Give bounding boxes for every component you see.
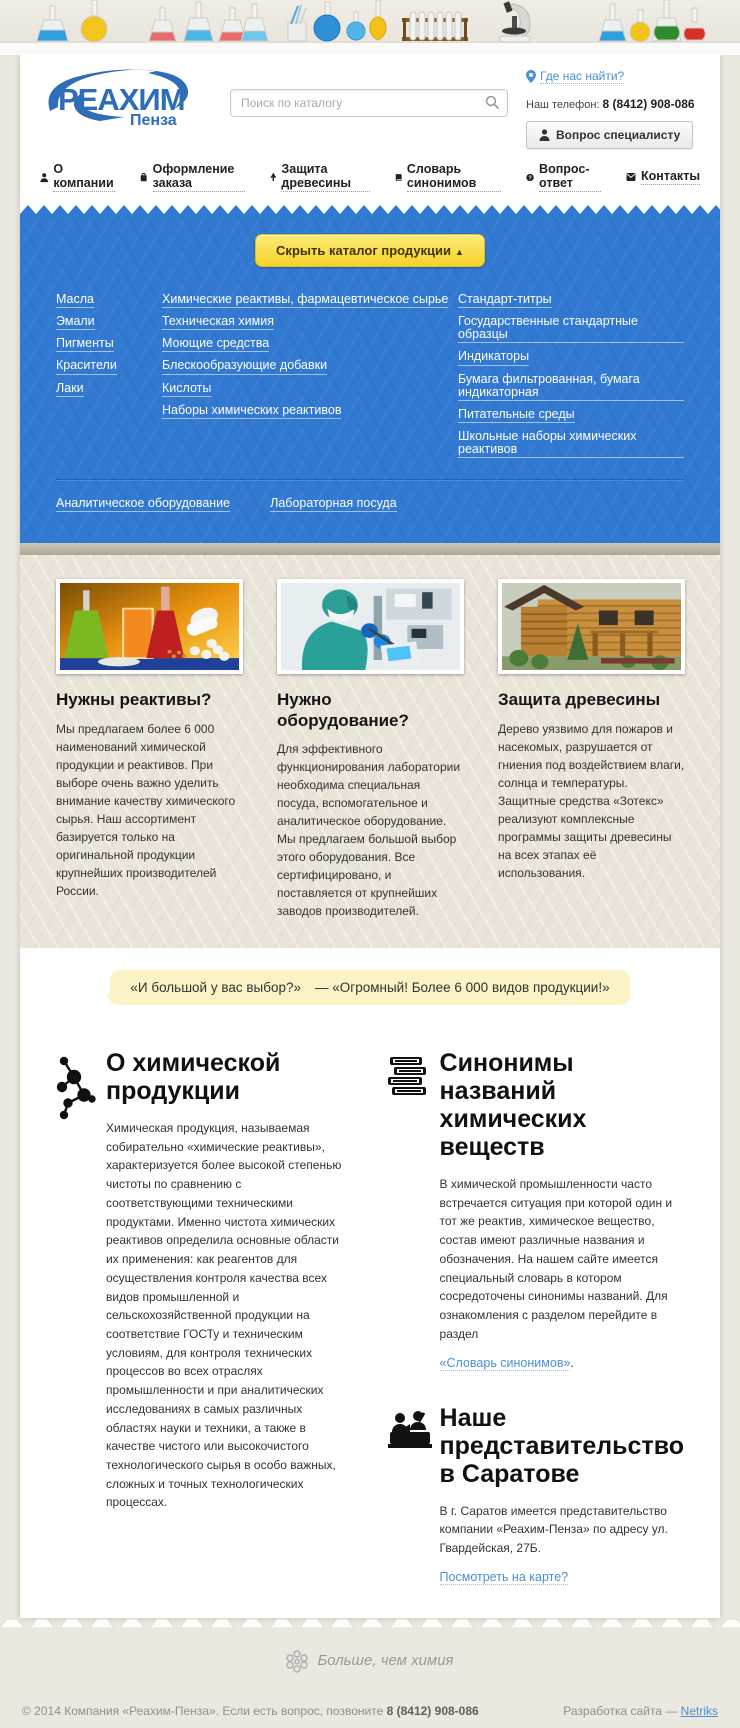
search-icon[interactable] xyxy=(485,95,500,115)
catalog-link[interactable]: Лаки xyxy=(56,382,84,397)
panel-top-edge xyxy=(20,543,720,555)
catalog-link[interactable]: Школьные наборы химических реактивов xyxy=(458,430,684,458)
promo-title: Нужны реактивы? xyxy=(56,690,212,710)
promo-title: Нужно оборудование? xyxy=(277,690,409,730)
footer-phone: 8 (8412) 908-086 xyxy=(386,1703,479,1718)
info-column-left xyxy=(56,1049,348,1584)
find-us-link[interactable]: Где нас найти? xyxy=(526,69,624,84)
article-saratov xyxy=(390,1404,684,1584)
catalog-link[interactable]: Индикаторы xyxy=(458,350,529,365)
nav-item-contacts[interactable]: Контакты xyxy=(626,162,700,192)
catalog-divider xyxy=(56,479,684,480)
map-pin-icon xyxy=(526,70,536,83)
logo-city: Пенза xyxy=(130,112,177,129)
catalog-link[interactable]: Наборы химических реактивов xyxy=(162,404,341,419)
molecule-flower-icon xyxy=(286,1649,308,1673)
person-icon xyxy=(40,172,48,183)
footer-bar xyxy=(0,1690,740,1728)
catalog-link-analytical-equipment[interactable]: Аналитическое оборудование xyxy=(56,497,230,512)
article-text: Химическая продукция, называемая собирательно «химические реактивы», характеризуется более высокой степенью чистоты по сравнению с соответствующими техническими продуктами. Именно чистота химических реактивов определила основные области их применения: как реагентов для осуществления контроля качества всех видов промышленной и сельскохозяйственной продукции на соответствие ГОСТу и техническим условиям, для контроля технических процессов во всех отраслях промышленности и при аналитических исследованиях в самых различных областях науки и техники, а также в качестве чистого или высокочистого технологического сырья в особо важных, сложных и точных технологических процессах. xyxy=(106,1121,342,1510)
catalog-link[interactable]: Питательные среды xyxy=(458,408,575,423)
catalog-link-lab-glassware[interactable]: Лабораторная посуда xyxy=(270,497,397,512)
promo-panel xyxy=(20,555,720,948)
article-text: В г. Саратов имеется представительство компании «Реахим-Пенза» по адресу ул. Гвардейская, 27Б. xyxy=(439,1503,668,1555)
article-synonyms xyxy=(390,1049,684,1369)
chevron-up-icon: ▲ xyxy=(455,247,464,257)
book-icon xyxy=(395,172,402,183)
info-column-right xyxy=(390,1049,684,1584)
slogan-text: Больше, чем химия xyxy=(317,1652,454,1670)
promo-card-wood xyxy=(498,579,685,920)
phone-label: Наш телефон: xyxy=(526,99,600,111)
nav-item-company[interactable]: О компании xyxy=(40,162,115,192)
quote-row xyxy=(20,948,720,1031)
article-title: Синонимы названий химических веществ xyxy=(439,1049,587,1162)
quote-question: «И большой у вас выбор?» xyxy=(130,980,302,996)
article-title: Наше представительство в Саратове xyxy=(439,1403,685,1488)
reagents-flasks-photo[interactable] xyxy=(56,579,243,674)
catalog-link[interactable]: Кислоты xyxy=(162,382,211,397)
catalog-link[interactable]: Моющие средства xyxy=(162,337,269,352)
svg-text:?: ? xyxy=(528,174,532,181)
catalog-section xyxy=(20,214,720,543)
catalog-link[interactable]: Стандарт-титры xyxy=(458,293,552,308)
article-about-products xyxy=(56,1049,348,1512)
books-stack-icon xyxy=(388,1055,428,1104)
synonyms-link-line xyxy=(440,1356,684,1370)
info-section xyxy=(20,1031,720,1618)
representatives-desk-icon xyxy=(388,1410,432,1455)
promo-text: Дерево уязвимо для пожаров и насекомых, разрушается от гниения под воздействием влаги, солнца и температуры. Защитные средства «Зотекс» реализуют комплексные программы защиты древесины на всех этапах её использования. xyxy=(498,721,685,880)
catalog-link[interactable]: Государственные стандартные образцы xyxy=(458,315,684,343)
phone-line xyxy=(526,97,704,111)
quote-answer: — «Огромный! Более 6 000 видов продукции!» xyxy=(315,980,610,996)
logo-text: РЕАХИМ xyxy=(58,82,185,117)
lab-glassware-banner xyxy=(0,0,740,55)
header-contacts xyxy=(526,65,704,149)
catalog-link[interactable]: Пигменты xyxy=(56,337,114,352)
catalog-link[interactable]: Техническая химия xyxy=(162,315,274,330)
article-text: В химической промышленности часто встречается ситуация при которой один и тот же реактив, химическое вещество, состав имеют различные названия и обозначения. На нашем сайте имеется специальный словарь в котором сосредоточены синонимы названий. Для ознакомления с разделом перейдите в раздел xyxy=(439,1177,673,1341)
nav-item-order[interactable]: Оформление заказа xyxy=(140,162,245,192)
mail-icon xyxy=(626,172,636,182)
site-header xyxy=(20,55,720,153)
molecule-icon xyxy=(54,1055,96,1126)
catalog-search xyxy=(230,89,508,149)
promo-title: Защита древесины xyxy=(498,690,661,710)
developer-credit: Разработка сайта — Netriks xyxy=(563,1703,718,1718)
view-on-map-link[interactable]: Посмотреть на карте? xyxy=(439,1569,569,1584)
catalog-link[interactable]: Масла xyxy=(56,293,94,308)
nav-item-wood[interactable]: Защита древесины xyxy=(270,162,370,192)
wave-divider xyxy=(0,1616,740,1629)
search-input[interactable] xyxy=(230,89,508,117)
developer-link[interactable]: Netriks xyxy=(680,1703,718,1718)
phone-number: 8 (8412) 908-086 xyxy=(602,97,695,111)
main-nav xyxy=(20,153,720,205)
tree-icon xyxy=(270,171,277,183)
catalog-column-3 xyxy=(458,293,684,465)
promo-text: Для эффективного функционирования лаборатории необходима специальная посуда, вспомогательное и аналитическое оборудование. Мы предлагаем большой выбор этого оборудования. Все сертифицировано, и поставляется от крупнейших заводов производителей. xyxy=(277,742,461,919)
catalog-link[interactable]: Блескообразующие добавки xyxy=(162,359,327,374)
promo-text: Мы предлагаем более 6 000 наименований химической продукции и реактивов. При выборе очень важно уделить внимание качеству химического сырья. Наш ассортимент базируется только на оригинальной продукции крупнейших производителей России. xyxy=(56,721,236,898)
article-title: О химической продукции xyxy=(106,1049,281,1106)
person-icon xyxy=(539,129,550,141)
catalog-column-1 xyxy=(56,293,162,465)
footer-slogan xyxy=(0,1629,740,1690)
catalog-column-2 xyxy=(162,293,458,465)
link-period: . xyxy=(570,1355,574,1370)
catalog-columns xyxy=(56,293,684,465)
lab-worker-photo[interactable] xyxy=(277,579,464,674)
catalog-bottom-links xyxy=(56,497,684,519)
copyright: © 2014 Компания «Реахим-Пенза». Если есть вопрос, позвоните 8 (8412) 908-086 xyxy=(22,1703,479,1718)
catalog-link[interactable]: Бумага фильтрованная, бумага индикаторная xyxy=(458,373,684,401)
promo-card-equipment xyxy=(277,579,464,920)
main-container xyxy=(20,55,720,1618)
zigzag-edge xyxy=(20,205,720,214)
nav-item-faq[interactable]: ? Вопрос-ответ xyxy=(526,162,601,192)
catalog-link[interactable]: Красители xyxy=(56,359,117,374)
catalog-link[interactable]: Эмали xyxy=(56,315,95,330)
catalog-link[interactable]: Химические реактивы, фармацевтическое сырье xyxy=(162,293,448,308)
nav-item-dictionary[interactable]: Словарь синонимов xyxy=(395,162,501,192)
order-icon xyxy=(140,172,147,183)
company-logo[interactable] xyxy=(36,65,216,133)
lab-glassware-illustration xyxy=(0,0,740,55)
synonyms-dictionary-link[interactable]: «Словарь синонимов» xyxy=(439,1355,571,1370)
catalog-toggle-button[interactable]: Скрыть каталог продукции ▲ xyxy=(255,234,485,267)
quote-bubble xyxy=(110,970,629,1005)
ask-specialist-button[interactable]: Вопрос специалисту xyxy=(526,121,693,149)
wooden-house-photo[interactable] xyxy=(498,579,685,674)
question-icon xyxy=(526,172,534,183)
promo-card-reagents xyxy=(56,579,243,920)
